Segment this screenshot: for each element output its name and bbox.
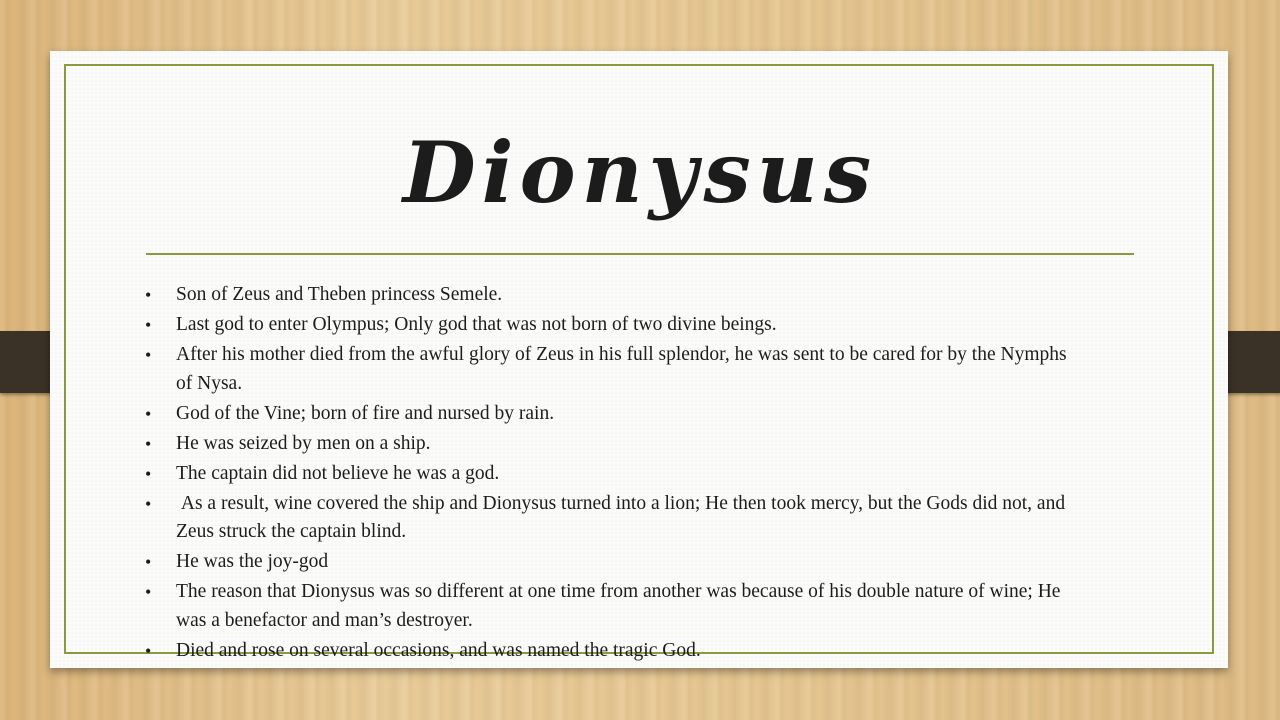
bullet-text: The captain did not believe he was a god. [176,462,500,484]
bullet-text: The reason that Dionysus was so different at one time from another was because of his double nature of wine; He was a benefactor and man’s destroyer. [176,581,1061,631]
bullet-dot-icon: • [145,433,152,454]
bullet-item [145,430,1085,459]
bullet-item [145,548,1085,577]
bullet-text: Son of Zeus and Theben princess Semele. [176,284,503,305]
bullet-text: After his mother died from the awful glory of Zeus in his full splendor, he was sent to be cared for by the Nymphs of Nysa. [176,344,1067,394]
bullet-text: He was the joy-god [176,551,329,572]
bullet-dot-icon: • [145,285,152,305]
bullet-text: He was seized by men on a ship. [176,432,431,454]
bullet-item [145,311,1085,340]
bullet-dot-icon: • [145,493,152,514]
title-divider [146,253,1134,255]
bullet-dot-icon: • [145,463,152,484]
bullet-dot-icon: • [145,403,152,424]
bullet-item [145,637,1085,666]
bullet-item [145,400,1085,429]
bullet-item [145,490,1085,547]
bullet-item [145,341,1085,398]
bullet-text: As a result, wine covered the ship and Dionysus turned into a lion; He then took mercy, but the Gods did not, and Zeus struck the captain blind. [176,492,1070,542]
bullet-item [145,578,1085,635]
bullet-text: God of the Vine; born of fire and nursed by rain. [176,402,555,424]
bullet-dot-icon: • [145,315,152,335]
bullet-text: Died and rose on several occasions, and was named the tragic God. [176,639,701,661]
bullet-dot-icon: • [145,345,152,365]
bullet-text: Last god to enter Olympus; Only god that was not born of two divine beings. [176,314,777,335]
bullet-dot-icon: • [145,552,152,572]
bullet-item [145,460,1085,489]
slide-title: Dionysus [402,123,878,222]
bullet-dot-icon: • [145,582,152,602]
bullet-dot-icon: • [145,640,152,661]
bullet-item [145,281,1085,310]
bullet-list [145,281,1085,667]
